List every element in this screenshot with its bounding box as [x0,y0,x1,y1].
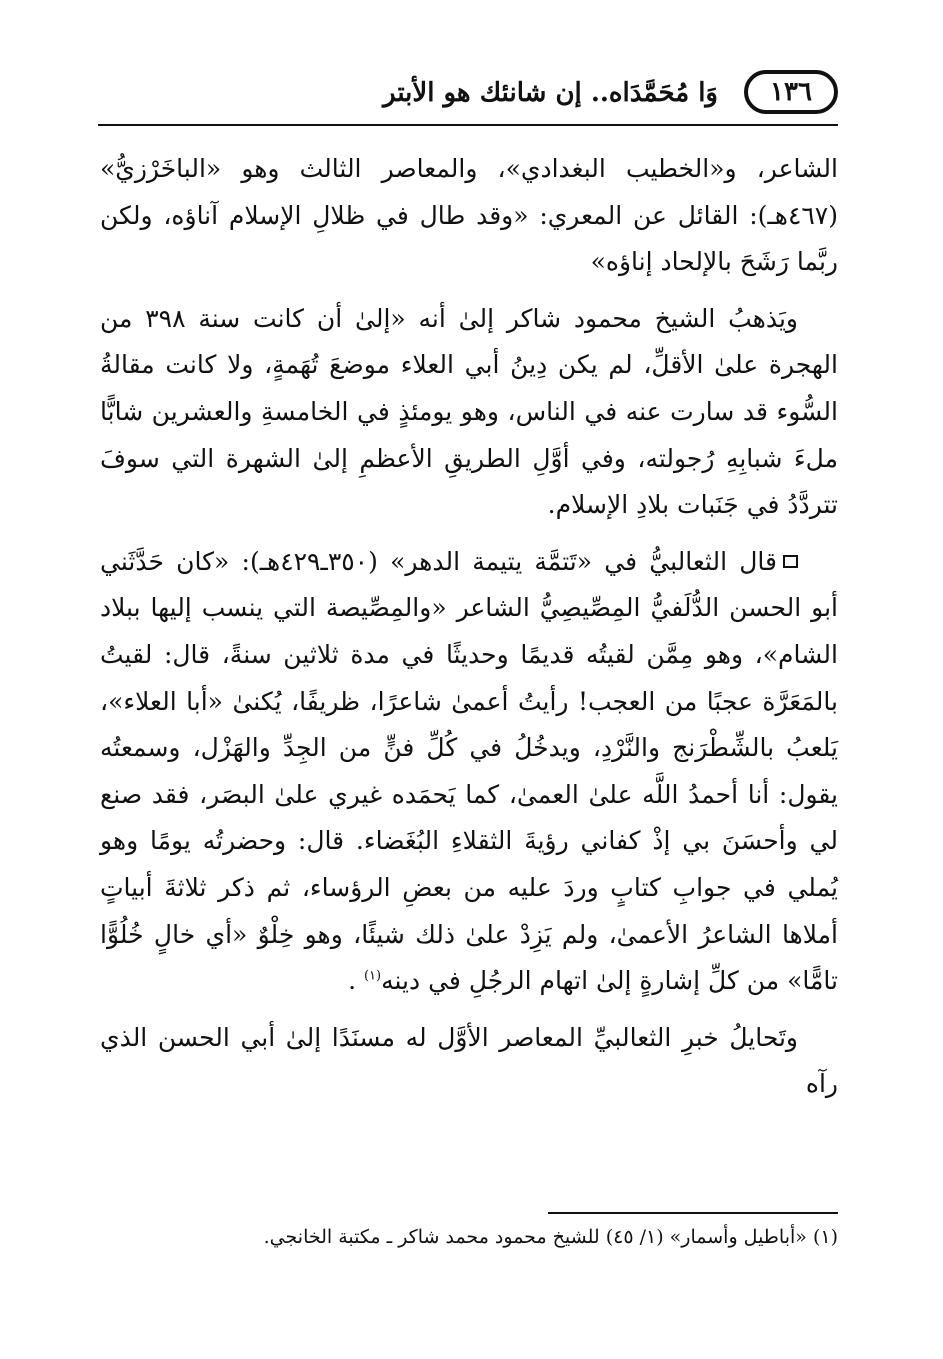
body-text [100,146,838,1108]
paragraph-3 [100,539,838,1005]
paragraph-1-text: الشاعر، و«الخطيب البغدادي»، والمعاصر الثالث وهو «الباخَرْزيُّ» (٤٦٧هـ): القائل عن المعري: «وقد طال في ظلالِ الإسلام آناؤه، ولكن ربَّما رَشَحَ بالإلحاد إناؤه» [100,154,838,277]
paragraph-4 [100,1015,838,1108]
paragraph-1 [100,146,838,286]
paragraph-3-text: قال الثعالبيُّ في «تَتمَّة يتيمة الدهر» (٣٥٠ـ٤٢٩هـ): «كان حَدَّثَني أبو الحسن الدُّلَفيُّ المِصِّيصِيُّ الشاعر «والمِصِّيصة التي ينسب إليها ببلاد الشام»، وهو مِمَّن لقيتُه قديمًا وحديثًا في مدة ثلاثين سنةً، قال: لقيتُ بالمَعَرَّة عجبًا من العجب! رأيتُ أعمىٰ شاعرًا، ظريفًا، يُكنىٰ «أبا العلاء»، يَلعبُ بالشِّطْرَنج والنَّرْدِ، ويدخُلُ في كُلِّ فنٍّ من الجِدِّ والهَزْل، وسمعتُه يقول: أنا أحمدُ اللَّه علىٰ العمىٰ، كما يَحمَده غيري علىٰ البصَر، فقد صنع لي وأحسَنَ بي إذْ كفاني رؤيةَ الثقلاءِ البُغَضاء. قال: وحضرتُه يومًا وهو يُملي في جوابِ كتابٍ وردَ عليه من بعضِ الرؤساء، ثم ذكر ثلاثةَ أبياتٍ أملاها الشاعرُ الأعمىٰ، ولم يَزِدْ علىٰ ذلك شيئًا، وهو خِلْوٌ «أي خالٍ خُلُوًّا تامًّا» من كلِّ إشارةٍ إلىٰ اتهام الرجُلِ في دينه [100,546,838,996]
running-title: وَا مُحَمَّدَاه.. إن شانئك هو الأبتر [382,78,718,108]
footnote-reference: (١) [363,968,382,984]
header-rule [98,124,838,126]
footnote: (١) «أباطيل وأسمار» (١/ ٤٥) للشيخ محمود محمد شاكر ـ مكتبة الخانجي. [263,1226,838,1248]
paragraph-2-text: ويَذهبُ الشيخ محمود شاكر إلىٰ أنه «إلىٰ أن كانت سنة ٣٩٨ من الهجرة علىٰ الأقلِّ، لم يكن دِينُ أبي العلاء موضعَ تُهَمةٍ، ولا كانت مقالةُ السُّوء قد سارت عنه في الناس، وهو يومئذٍ في الخامسةِ والعشرين شابًّا ملءَ شبابِهِ رُجولته، وفي أوَّلِ الطريقِ الأعظمِ إلىٰ الشهرة التي سوفَ تتردَّدُ في جَنَبات بلادِ الإسلام. [100,303,838,520]
paragraph-2 [100,296,838,529]
box-bullet-icon [783,555,798,568]
paragraph-4-text: وتَحايلُ خبرِ الثعالبيِّ المعاصر الأوَّل له مسنَدًا إلىٰ أبي الحسن الذي رآه [100,1022,838,1099]
footnote-separator [548,1212,838,1214]
paragraph-3-tail: . [348,966,364,996]
page-header [98,62,838,142]
page-number: ١٣٦ [744,70,838,114]
